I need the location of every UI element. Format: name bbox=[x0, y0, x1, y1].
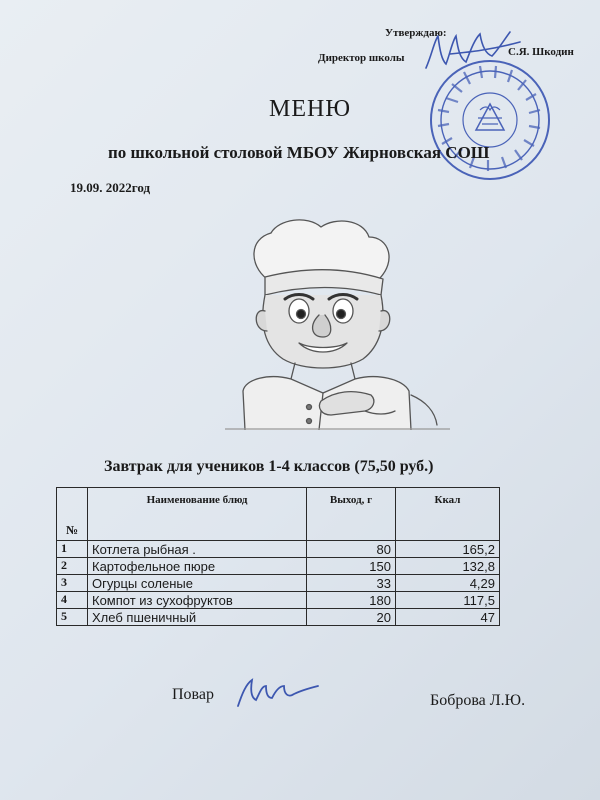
dish-output: 150 bbox=[307, 558, 396, 575]
dish-name: Хлеб пшеничный bbox=[88, 609, 307, 626]
dish-output: 20 bbox=[307, 609, 396, 626]
dish-output: 33 bbox=[307, 575, 396, 592]
table-header-row bbox=[57, 488, 500, 541]
table-row bbox=[57, 558, 500, 575]
director-label: Директор школы bbox=[318, 52, 405, 64]
header-output: Выход, г bbox=[307, 488, 396, 541]
table-row bbox=[57, 592, 500, 609]
dish-name: Картофельное пюре bbox=[88, 558, 307, 575]
table-row bbox=[57, 609, 500, 626]
page-title: МЕНЮ bbox=[269, 96, 351, 122]
approve-label: Утверждаю: bbox=[385, 27, 447, 39]
meal-title: Завтрак для учеников 1-4 классов (75,50 руб.) bbox=[104, 458, 434, 475]
row-number: 3 bbox=[57, 575, 88, 592]
table-row bbox=[57, 541, 500, 558]
cook-label: Повар bbox=[172, 686, 214, 703]
header-num: № bbox=[57, 488, 88, 541]
dish-kcal: 4,29 bbox=[396, 575, 500, 592]
menu-subtitle: по школьной столовой МБОУ Жирновская СОШ bbox=[108, 143, 490, 162]
header-dish-name: Наименование блюд bbox=[88, 488, 307, 541]
director-name: С.Я. Шкодин bbox=[508, 46, 574, 58]
row-number: 5 bbox=[57, 609, 88, 626]
dish-kcal: 47 bbox=[396, 609, 500, 626]
dish-name: Компот из сухофруктов bbox=[88, 592, 307, 609]
chef-illustration bbox=[225, 215, 450, 430]
cook-signature bbox=[232, 672, 322, 712]
cook-name: Боброва Л.Ю. bbox=[430, 692, 526, 709]
dish-output: 80 bbox=[307, 541, 396, 558]
row-number: 1 bbox=[57, 541, 88, 558]
row-number: 4 bbox=[57, 592, 88, 609]
menu-table bbox=[56, 487, 500, 626]
dish-kcal: 132,8 bbox=[396, 558, 500, 575]
header-kcal: Ккал bbox=[396, 488, 500, 541]
dish-kcal: 165,2 bbox=[396, 541, 500, 558]
table-row bbox=[57, 575, 500, 592]
dish-kcal: 117,5 bbox=[396, 592, 500, 609]
dish-output: 180 bbox=[307, 592, 396, 609]
menu-date: 19.09. 2022год bbox=[70, 180, 151, 195]
row-number: 2 bbox=[57, 558, 88, 575]
dish-name: Огурцы соленые bbox=[88, 575, 307, 592]
dish-name: Котлета рыбная . bbox=[88, 541, 307, 558]
